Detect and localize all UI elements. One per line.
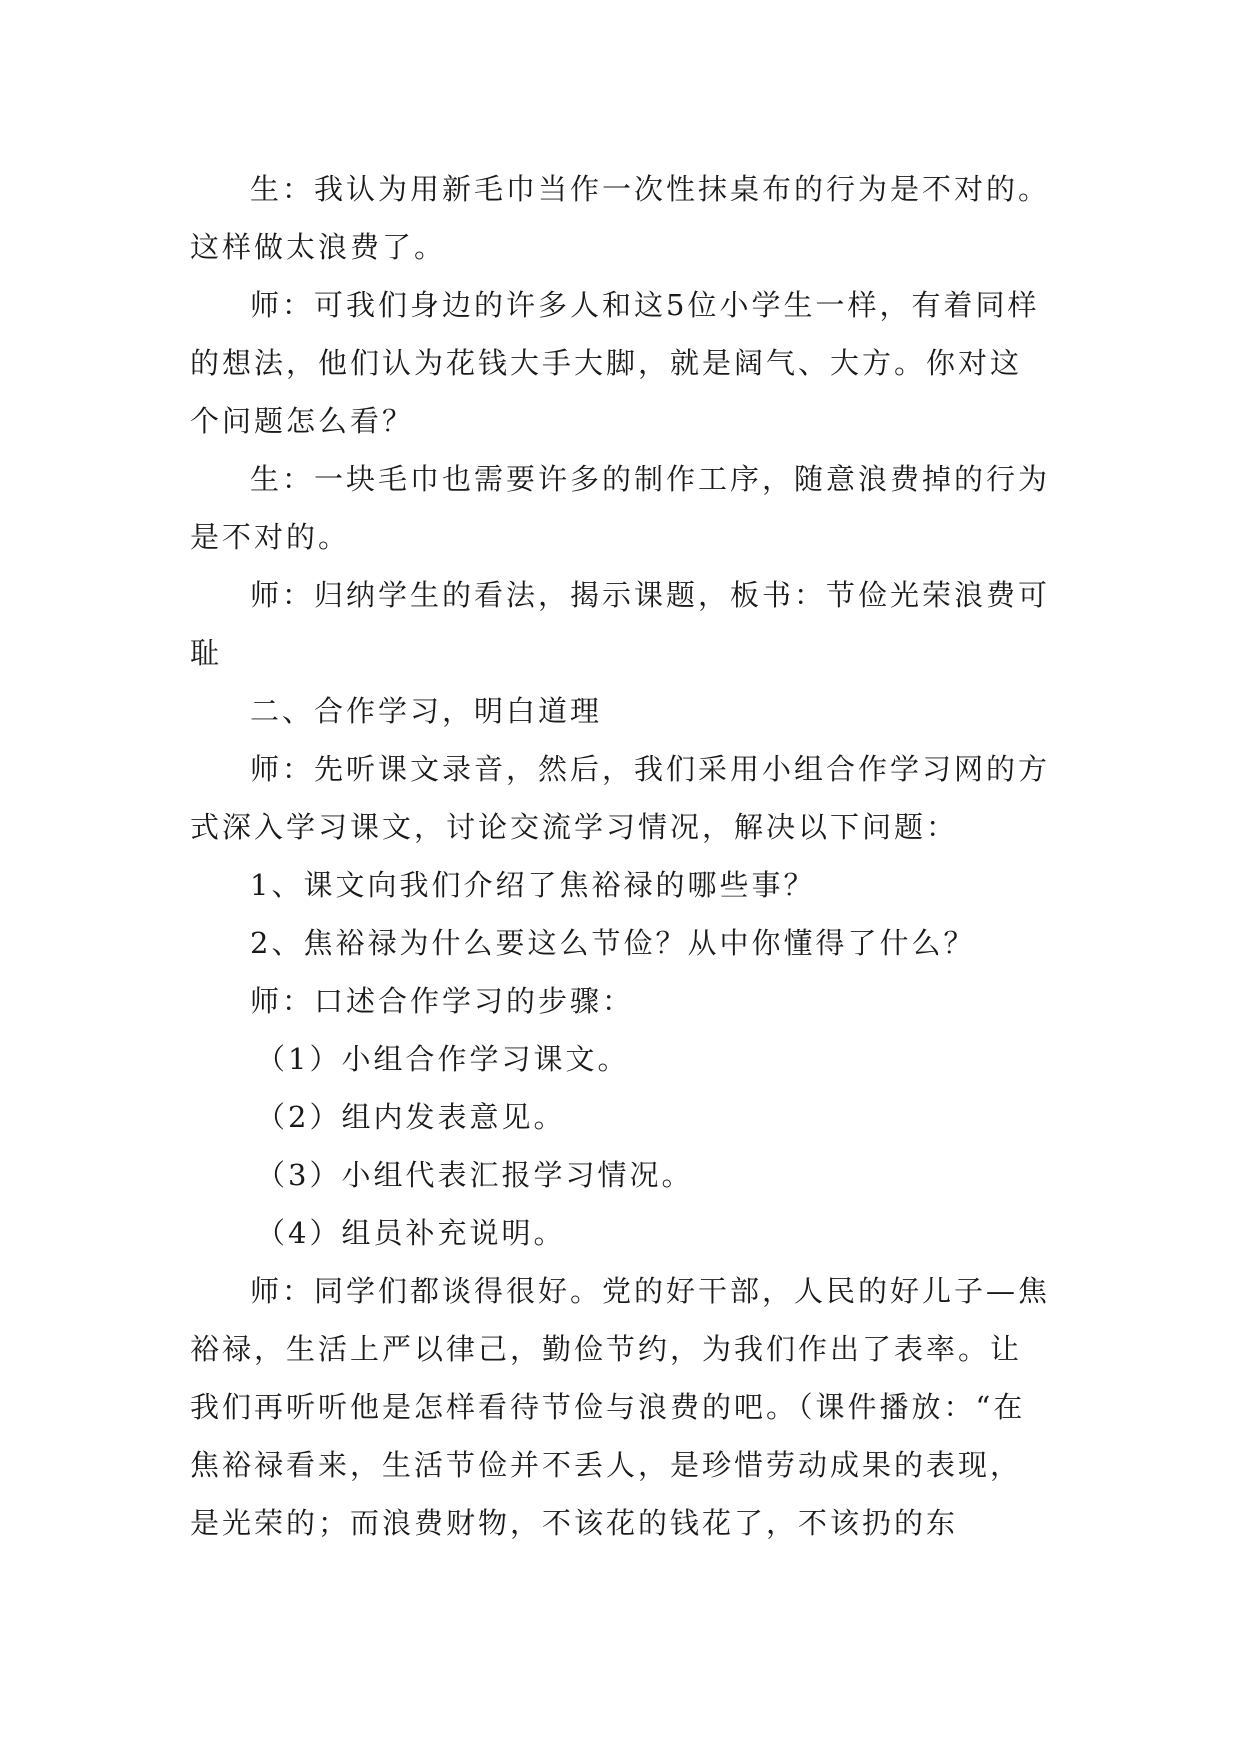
list-item-step-2: （2）组内发表意见。 — [256, 1100, 566, 1134]
paragraph-teacher-instructions: 师：先听课文录音，然后，我们采用小组合作学习网的方式深入学习课文，讨论交流学习情况，解决以下问题： — [190, 752, 1051, 844]
paragraph-teacher-steps-intro: 师：口述合作学习的步骤： — [250, 984, 635, 1018]
paragraph-teacher-conclusion: 师：同学们都谈得很好。党的好干部，人民的好儿子—焦裕禄，生活上严以律己，勤俭节约，为我们作出了表率。让我们再听听他是怎样看待节俭与浪费的吧。（课件播放：“在焦裕禄看来，生活节俭并不丢人，是珍惜劳动成果的表现，是光荣的；而浪费财物，不该花的钱花了，不该扔的东 — [190, 1274, 1051, 1540]
paragraph-teacher-summary: 师：归纳学生的看法，揭示课题，板书：节俭光荣浪费可耻 — [190, 578, 1051, 670]
list-item-step-1: （1）小组合作学习课文。 — [256, 1042, 630, 1076]
paragraph-student-answer-1: 生：我认为用新毛巾当作一次性抹桌布的行为是不对的。这样做太浪费了。 — [190, 172, 1051, 264]
list-item-question-2: 2、焦裕禄为什么要这么节俭？从中你懂得了什么？ — [250, 926, 976, 960]
list-item-question-1: 1、课文向我们介绍了焦裕禄的哪些事？ — [250, 868, 816, 902]
section-heading-cooperative-learning: 二、合作学习，明白道理 — [250, 694, 603, 728]
paragraph-teacher-question-1: 师：可我们身边的许多人和这5位小学生一样，有着同样的想法，他们认为花钱大手大脚，就是阔气、大方。你对这个问题怎么看？ — [190, 288, 1040, 438]
paragraph-student-answer-2: 生：一块毛巾也需要许多的制作工序，随意浪费掉的行为是不对的。 — [190, 462, 1051, 554]
list-item-step-4: （4）组员补充说明。 — [256, 1216, 566, 1250]
list-item-step-3: （3）小组代表汇报学习情况。 — [256, 1158, 694, 1192]
document-body — [190, 160, 1050, 1552]
